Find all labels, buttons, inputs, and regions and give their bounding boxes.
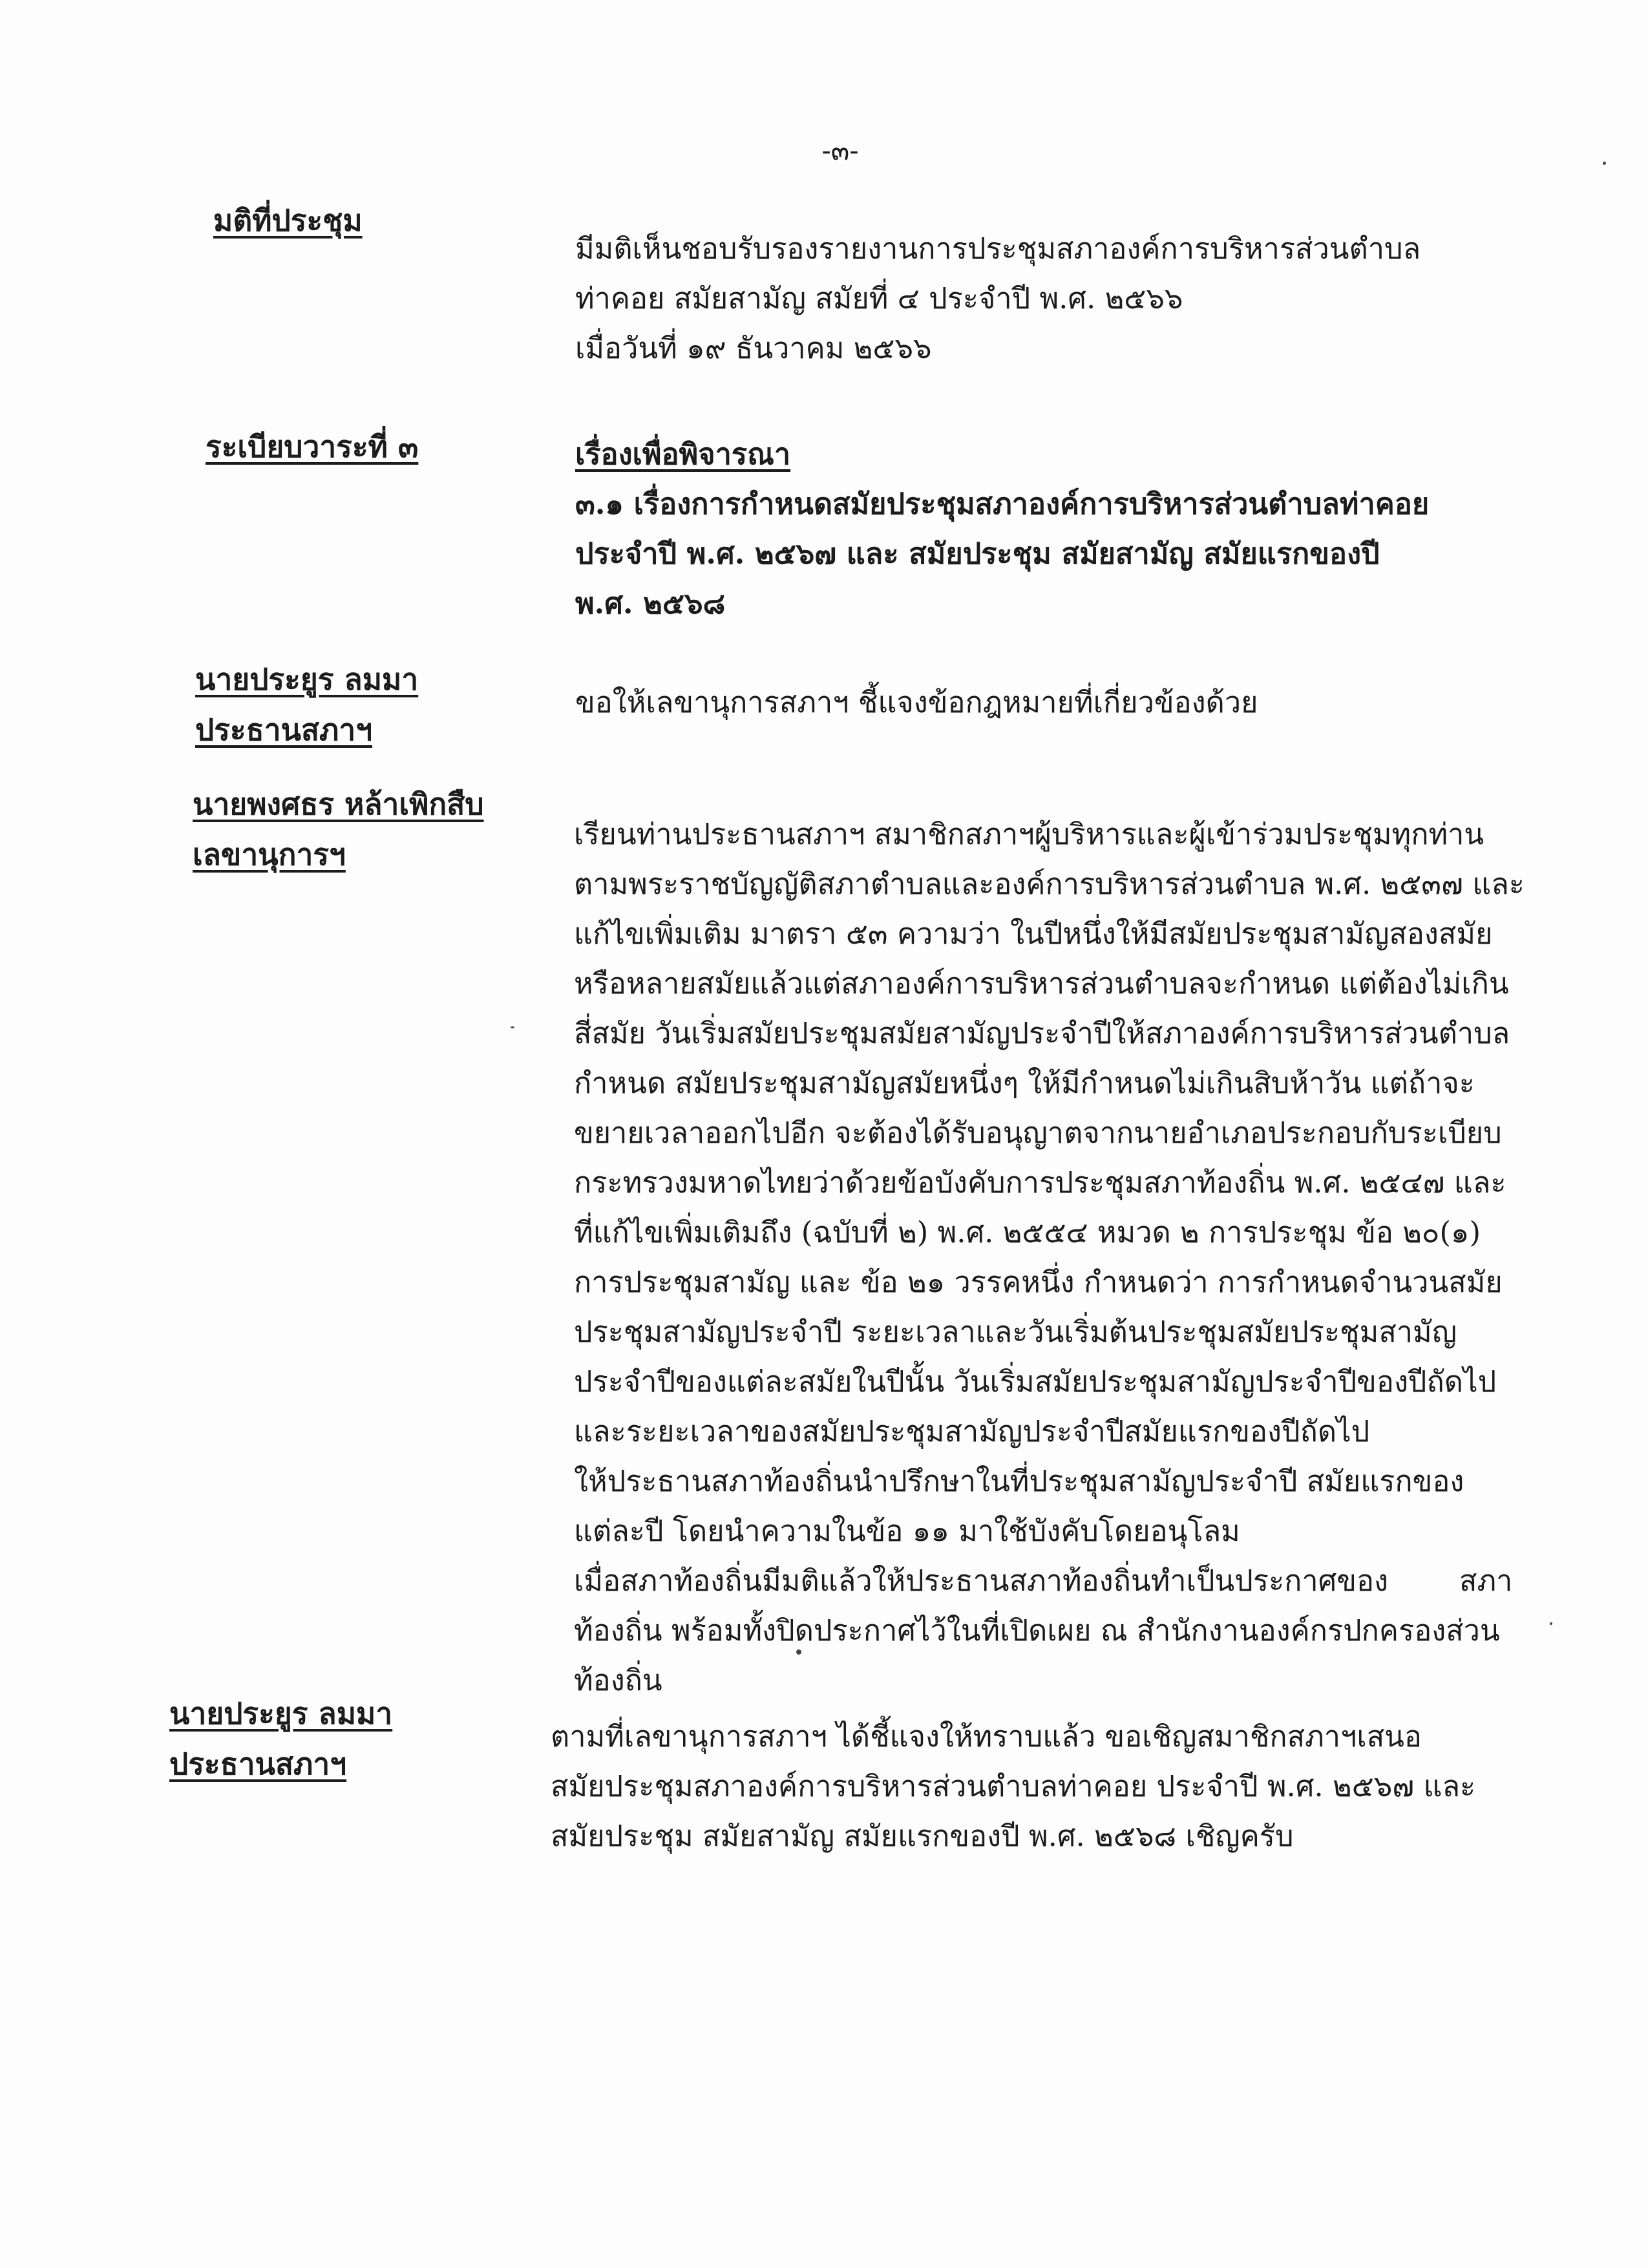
chair-request-text	[575, 677, 1258, 727]
secretary-line: ประชุมสามัญประจำปี ระยะเวลาและวันเริ่มต้นประชุมสมัยประชุมสามัญ	[574, 1315, 1457, 1349]
secretary-line: ให้ประธานสภาท้องถิ่นนำปรึกษาในที่ประชุมสามัญประจำปี สมัยแรกของ	[574, 1464, 1464, 1498]
secretary-line: ประจำปีของแต่ละสมัยในปีนั้น วันเริ่มสมัยประชุมสามัญประจำปีของปีถัดไป	[574, 1364, 1497, 1399]
secretary-line: การประชุมสามัญ และ ข้อ ๒๑ วรรคหนึ่ง กำหนดว่า การกำหนดจำนวนสมัย	[574, 1265, 1503, 1299]
secretary-line: เรียนท่านประธานสภาฯ สมาชิกสภาฯผู้บริหารและผู้เข้าร่วมประชุมทุกท่าน	[574, 817, 1484, 851]
secretary-line: กระทรวงมหาดไทยว่าด้วยข้อบังคับการประชุมสภาท้องถิ่น พ.ศ. ๒๕๔๗ และ	[574, 1165, 1506, 1200]
agenda-line: พ.ศ. ๒๕๖๘	[575, 586, 726, 620]
scan-speck	[511, 1026, 514, 1028]
scan-speck	[796, 1649, 801, 1655]
resolution-label: มติที่ประชุม	[213, 203, 363, 238]
secretary-line: สี่สมัย วันเริ่มสมัยประชุมสมัยสามัญประจำปีให้สภาองค์การบริหารส่วนตำบล	[574, 1016, 1510, 1050]
chair-invite-line: สมัยประชุมสภาองค์การบริหารส่วนตำบลท่าคอย ประจำปี พ.ศ. ๒๕๖๗ และ	[551, 1769, 1476, 1803]
secretary-line: ท้องถิ่น พร้อมทั้งปิดประกาศไว้ในที่เปิดเผย ณ สำนักงานองค์กรปกครองส่วน	[574, 1613, 1500, 1648]
chair-invite-line: ตามที่เลขานุการสภาฯ ได้ชี้แจงให้ทราบแล้ว ขอเชิญสมาชิกสภาฯเสนอ	[551, 1719, 1422, 1754]
agenda-text	[575, 429, 1429, 628]
chair-request-line: ขอให้เลขานุการสภาฯ ชี้แจงข้อกฎหมายที่เกี่ยวข้องด้วย	[575, 685, 1258, 719]
speaker-name: นายพงศธร หล้าเพิกสืบ	[193, 787, 484, 821]
secretary-line: ตามพระราชบัญญัติสภาตำบลและองค์การบริหารส่วนตำบล พ.ศ. ๒๕๓๗ และ	[574, 867, 1525, 901]
scan-speck	[1603, 162, 1606, 165]
secretary-line-text: เมื่อสภาท้องถิ่นมีมติแล้วให้ประธานสภาท้องถิ่นทำเป็นประกาศของ	[574, 1563, 1389, 1598]
speaker-title: ประธานสภาฯ	[169, 1746, 347, 1781]
secretary-line-trailing: สภา	[1459, 1563, 1513, 1598]
secretary-line: แต่ละปี โดยนำความในข้อ ๑๑ มาใช้บังคับโดยอนุโลม	[574, 1514, 1240, 1548]
resolution-line: มีมติเห็นชอบรับรองรายงานการประชุมสภาองค์การบริหารส่วนตำบล	[575, 231, 1421, 266]
resolution-line: ท่าคอย สมัยสามัญ สมัยที่ ๔ ประจำปี พ.ศ. ๒๕๖๖	[575, 281, 1183, 315]
resolution-line: เมื่อวันที่ ๑๙ ธันวาคม ๒๕๖๖	[575, 331, 932, 365]
secretary-line: ที่แก้ไขเพิ่มเติมถึง (ฉบับที่ ๒) พ.ศ. ๒๕๕๔ หมวด ๒ การประชุม ข้อ ๒๐(๑)	[574, 1215, 1481, 1249]
secretary-line: กำหนด สมัยประชุมสามัญสมัยหนึ่งๆ ให้มีกำหนดไม่เกินสิบห้าวัน แต่ถ้าจะ	[574, 1066, 1475, 1100]
speaker-title: ประธานสภาฯ	[195, 712, 373, 747]
chair-invite-line: สมัยประชุม สมัยสามัญ สมัยแรกของปี พ.ศ. ๒๕๖๘ เชิญครับ	[551, 1819, 1294, 1853]
agenda-line: ประจำปี พ.ศ. ๒๕๖๗ และ สมัยประชุม สมัยสามัญ สมัยแรกของปี	[575, 536, 1380, 571]
secretary-line: และระยะเวลาของสมัยประชุมสามัญประจำปีสมัยแรกของปีถัดไป	[574, 1414, 1370, 1448]
speaker-name: นายประยูร ลมมา	[169, 1696, 393, 1731]
scan-speck	[1550, 1622, 1552, 1625]
secretary-line: แก้ไขเพิ่มเติม มาตรา ๕๓ ความว่า ในปีหนึ่งให้มีสมัยประชุมสามัญสองสมัย	[574, 917, 1493, 951]
agenda-heading: เรื่องเพื่อพิจารณา	[575, 437, 791, 471]
agenda-label: ระเบียบวาระที่ ๓	[206, 429, 419, 464]
page-number: -๓-	[821, 134, 859, 166]
secretary-text	[574, 809, 1525, 1705]
secretary-line: ท้องถิ่น	[574, 1663, 662, 1697]
chair-invite-text	[551, 1712, 1475, 1861]
secretary-line: ขยายเวลาออกไปอีก จะต้องได้รับอนุญาตจากนายอำเภอประกอบกับระเบียบ	[574, 1116, 1502, 1150]
secretary-line: หรือหลายสมัยแล้วแต่สภาองค์การบริหารส่วนตำบลจะกำหนด แต่ต้องไม่เกิน	[574, 966, 1509, 1001]
secretary-line	[574, 1556, 1525, 1606]
speaker-title: เลขานุการฯ	[193, 837, 346, 872]
resolution-text	[575, 224, 1421, 373]
agenda-line: ๓.๑ เรื่องการกำหนดสมัยประชุมสภาองค์การบริหารส่วนตำบลท่าคอย	[575, 487, 1430, 521]
speaker-name: นายประยูร ลมมา	[195, 662, 419, 697]
